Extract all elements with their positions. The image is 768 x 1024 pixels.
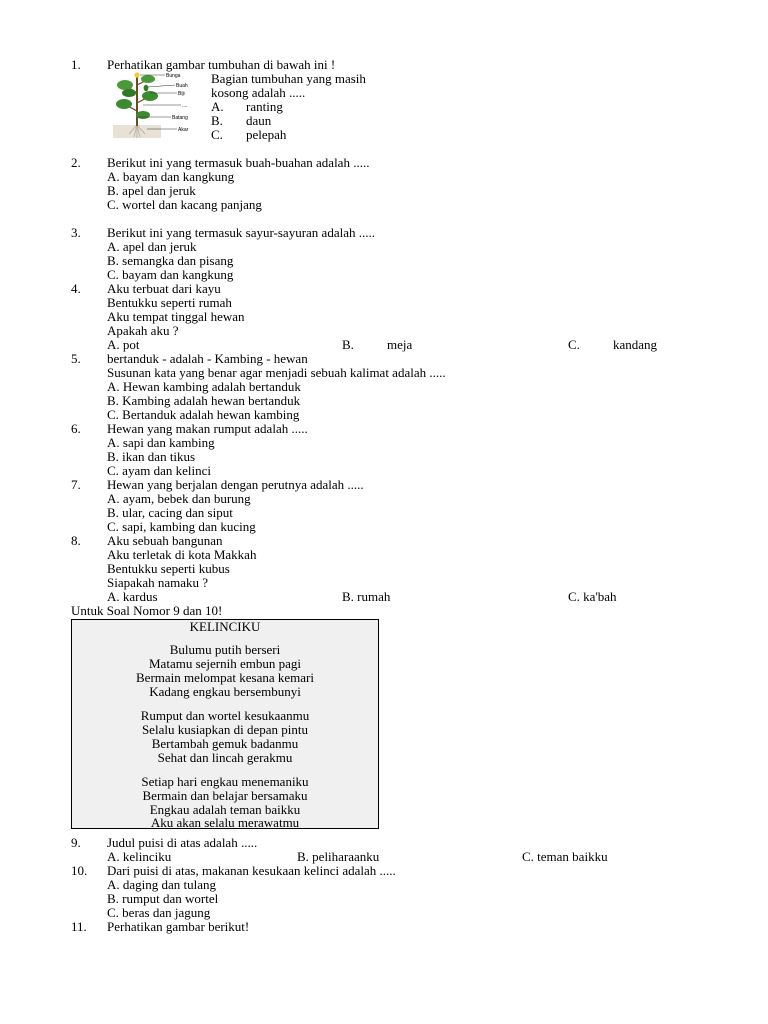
plant-label-batang: Batang: [172, 115, 188, 121]
q1-option-b-letter: B.: [211, 113, 223, 128]
q9-option-b: B. peliharaanku: [297, 849, 380, 864]
q5-option-a: A. Hewan kambing adalah bertanduk: [107, 379, 301, 394]
poem-box: [71, 619, 379, 829]
q2-number: 2.: [71, 155, 81, 170]
plant-label-akar: Akar: [178, 127, 189, 133]
q9-option-c: C. teman baikku: [522, 849, 608, 864]
q8-option-c: C. ka'bah: [568, 589, 617, 604]
q8-line3: Bentukku seperti kubus: [107, 561, 230, 576]
poem-stanza2-line1: Rumput dan wortel kesukaanmu: [140, 708, 310, 723]
q4-option-a: A. pot: [107, 337, 140, 352]
q3-option-b: B. semangka dan pisang: [107, 253, 234, 268]
q5-option-c: C. Bertanduk adalah hewan kambing: [107, 407, 300, 422]
q1-side-line2: kosong adalah .....: [211, 85, 306, 100]
q1-option-a-text: ranting: [246, 99, 283, 114]
q8-line2: Aku terletak di kota Makkah: [107, 547, 257, 562]
q8-line1: Aku sebuah bangunan: [107, 533, 223, 548]
plant-label-biji: Biji: [178, 91, 185, 97]
q1-option-c-text: pelepah: [246, 127, 287, 142]
q10-option-a: A. daging dan tulang: [107, 877, 217, 892]
q10-option-b: B. rumput dan wortel: [107, 891, 219, 906]
q4-line1: Aku terbuat dari kayu: [107, 281, 221, 296]
q1-option-a-letter: A.: [211, 99, 224, 114]
q2-text: Berikut ini yang termasuk buah-buahan adalah .....: [107, 155, 370, 170]
q10-number: 10.: [71, 863, 88, 878]
poem-intro: Untuk Soal Nomor 9 dan 10!: [71, 603, 223, 618]
poem-stanza2-line2: Selalu kusiapkan di depan pintu: [141, 722, 309, 737]
q4-line2: Bentukku seperti rumah: [107, 295, 232, 310]
q11-number: 11.: [71, 919, 87, 934]
q8-option-b: B. rumah: [342, 589, 391, 604]
q4-option-c-letter: C.: [568, 337, 580, 352]
q5-line2: Susunan kata yang benar agar menjadi sebuah kalimat adalah .....: [107, 365, 446, 380]
q7-option-a: A. ayam, bebek dan burung: [107, 491, 251, 506]
q7-option-c: C. sapi, kambing dan kucing: [107, 519, 256, 534]
q11-text: Perhatikan gambar berikut!: [107, 919, 250, 934]
poem-stanza3-line1: Setiap hari engkau menemaniku: [141, 774, 309, 789]
q3-text: Berikut ini yang termasuk sayur-sayuran adalah .....: [107, 225, 375, 240]
plant-label-buah: Buah: [176, 83, 188, 89]
q7-number: 7.: [71, 477, 81, 492]
poem-stanza3-line4: Aku akan selalu merawatmu: [150, 815, 300, 830]
q5-line1: bertanduk - adalah - Kambing - hewan: [107, 351, 308, 366]
q4-number: 4.: [71, 281, 81, 296]
q3-number: 3.: [71, 225, 81, 240]
q2-option-b: B. apel dan jeruk: [107, 183, 196, 198]
q1-side-line1: Bagian tumbuhan yang masih: [211, 71, 366, 86]
poem-title: KELINCIKU: [189, 619, 261, 634]
q1-text: Perhatikan gambar tumbuhan di bawah ini !: [107, 57, 336, 72]
q5-number: 5.: [71, 351, 81, 366]
q3-option-c: C. bayam dan kangkung: [107, 267, 234, 282]
poem-stanza3-line2: Bermain dan belajar bersamaku: [142, 788, 308, 803]
q6-option-c: C. ayam dan kelinci: [107, 463, 211, 478]
q5-option-b: B. Kambing adalah hewan bertanduk: [107, 393, 301, 408]
q6-option-b: B. ikan dan tikus: [107, 449, 196, 464]
q8-option-a: A. kardus: [107, 589, 158, 604]
q4-option-b-letter: B.: [342, 337, 354, 352]
poem-stanza2-line3: Bertambah gemuk badanmu: [151, 736, 299, 751]
poem-stanza1-line3: Bermain melompat kesana kemari: [136, 670, 314, 685]
q1-option-b-text: daun: [246, 113, 272, 128]
q10-option-c: C. beras dan jagung: [107, 905, 211, 920]
poem-stanza1-line4: Kadang engkau bersembunyi: [149, 684, 301, 699]
q2-option-c: C. wortel dan kacang panjang: [107, 197, 262, 212]
q6-number: 6.: [71, 421, 81, 436]
q6-option-a: A. sapi dan kambing: [107, 435, 215, 450]
q9-option-a: A. kelinciku: [107, 849, 172, 864]
q10-text: Dari puisi di atas, makanan kesukaan kelinci adalah .....: [107, 863, 396, 878]
q1-option-c-letter: C.: [211, 127, 223, 142]
plant-label-blank: ....: [182, 103, 188, 109]
q7-option-b: B. ular, cacing dan siput: [107, 505, 233, 520]
plant-label-bunga: Bunga: [166, 73, 181, 79]
q4-line4: Apakah aku ?: [107, 323, 179, 338]
poem-stanza1-line2: Matamu sejernih embun pagi: [149, 656, 301, 671]
q4-line3: Aku tempat tinggal hewan: [107, 309, 245, 324]
q8-line4: Siapakah namaku ?: [107, 575, 209, 590]
q1-number: 1.: [71, 57, 81, 72]
plant-diagram-image: [107, 71, 197, 139]
q7-text: Hewan yang berjalan dengan perutnya adalah .....: [107, 477, 364, 492]
q2-option-a: A. bayam dan kangkung: [107, 169, 235, 184]
q9-number: 9.: [71, 835, 81, 850]
q9-text: Judul puisi di atas adalah .....: [107, 835, 258, 850]
poem-stanza1-line1: Bulumu putih berseri: [169, 642, 281, 657]
q4-option-c-text: kandang: [613, 337, 658, 352]
poem-stanza3-line3: Engkau adalah teman baikku: [149, 802, 301, 817]
q4-option-b-text: meja: [387, 337, 413, 352]
poem-stanza2-line4: Sehat dan lincah gerakmu: [157, 750, 293, 765]
q8-number: 8.: [71, 533, 81, 548]
q6-text: Hewan yang makan rumput adalah .....: [107, 421, 308, 436]
q3-option-a: A. apel dan jeruk: [107, 239, 197, 254]
